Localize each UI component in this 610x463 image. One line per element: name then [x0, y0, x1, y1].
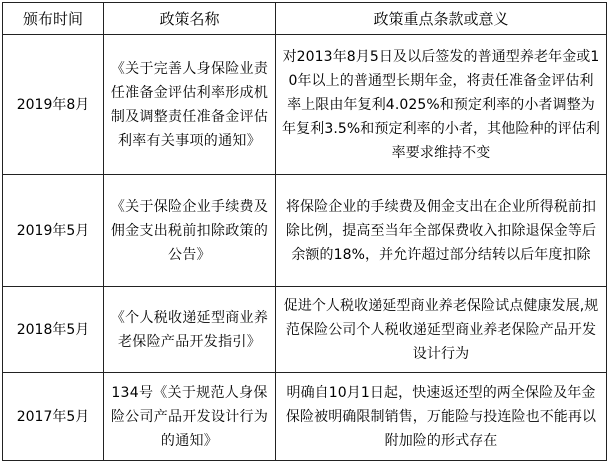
date-cell: 2017年5月	[3, 373, 104, 461]
policy-name-cell: 《关于保险企业手续费及佣金支出税前扣除政策的公告》	[104, 175, 276, 287]
table-row	[3, 175, 607, 287]
header-policy-name: 政策名称	[104, 3, 276, 35]
policy-name-cell: 134号《关于规范人身保险公司产品开发设计行为的通知》	[104, 373, 276, 461]
policy-name-cell: 《个人税收递延型商业养老保险产品开发指引》	[104, 287, 276, 373]
header-date: 颁布时间	[3, 3, 104, 35]
date-cell: 2019年8月	[3, 35, 104, 175]
table-row	[3, 35, 607, 175]
policy-desc-cell: 对2013年8月5日及以后签发的普通型养老年金或10年以上的普通型长期年金，将责任准备金评估利率上限由年复利4.025%和预定利率的小者调整为年复利3.5%和预定利率的小者，其他险种的评估利率要求维持不变	[276, 35, 607, 175]
date-cell: 2018年5月	[3, 287, 104, 373]
table-row	[3, 373, 607, 461]
date-cell: 2019年5月	[3, 175, 104, 287]
header-policy-key-terms: 政策重点条款或意义	[276, 3, 607, 35]
policy-desc-cell: 促进个人税收递延型商业养老保险试点健康发展,规范保险公司个人税收递延型商业养老保险产品开发设计行为	[276, 287, 607, 373]
table-header-row	[3, 3, 607, 35]
policy-desc-cell: 将保险企业的手续费及佣金支出在企业所得税前扣除比例，提高至当年全部保费收入扣除退保金等后余额的18%，并允许超过部分结转以后年度扣除	[276, 175, 607, 287]
table-row	[3, 287, 607, 373]
policy-table	[2, 2, 607, 461]
policy-desc-cell: 明确自10月1日起，快速返还型的两全保险及年金保险被明确限制销售，万能险与投连险也不能再以附加险的形式存在	[276, 373, 607, 461]
policy-name-cell: 《关于完善人身保险业责任准备金评估利率形成机制及调整责任准备金评估利率有关事项的通知》	[104, 35, 276, 175]
